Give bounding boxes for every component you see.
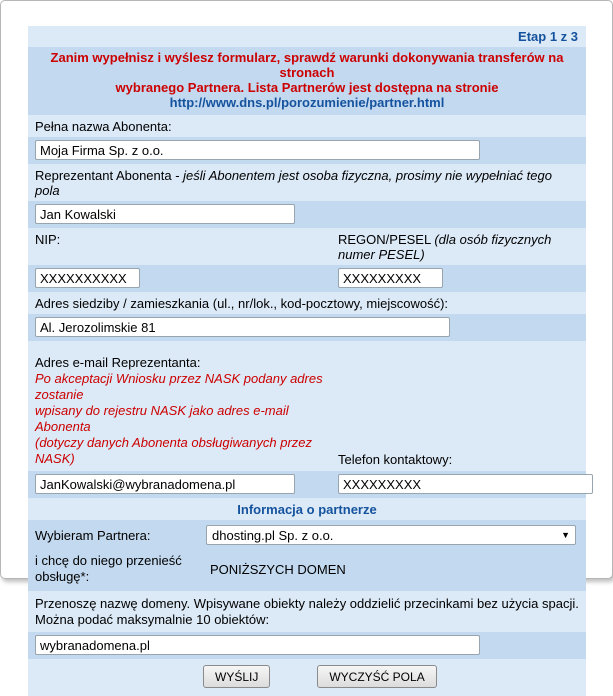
email-label: Adres e-mail Reprezentanta: [35, 355, 201, 370]
warning-text-line2: wybranego Partnera. Lista Partnerów jest dostępna na stronie [115, 80, 499, 95]
representative-row [28, 201, 586, 228]
nip-input-cell [35, 268, 338, 288]
transfer-scope-value: PONIŻSZYCH DOMEN [210, 561, 346, 577]
email-note-line2: wpisany do rejestru NASK jako adres e-mail Abonenta [35, 403, 289, 434]
regon-input[interactable] [338, 268, 443, 288]
phone-label: Telefon kontaktowy: [338, 452, 453, 467]
email-phone-inputs-row [28, 471, 586, 498]
clear-fields-button[interactable]: WYCZYŚĆ POLA [317, 665, 436, 688]
nip-regon-labels-row [28, 228, 586, 265]
representative-label-main: Reprezentant Abonenta - [35, 168, 184, 183]
email-label-block [35, 355, 338, 467]
full-name-row [28, 137, 586, 164]
email-note-line3: (dotyczy danych Abonenta obsługiwanych przez NASK) [35, 435, 313, 466]
email-input-cell [35, 474, 338, 494]
domains-row [28, 632, 586, 659]
full-name-label: Pełna nazwa Abonenta: [28, 115, 586, 137]
transfer-scope-row [28, 550, 586, 591]
email-note-line1: Po akceptacji Wniosku przez NASK podany adres zostanie [35, 371, 323, 402]
domains-input[interactable] [35, 635, 480, 655]
address-row [28, 314, 586, 341]
transfer-label [35, 553, 206, 585]
transfer-label-line1: i chcę do niego przenieść [35, 553, 182, 568]
transfer-form [28, 26, 586, 696]
phone-input-cell [338, 474, 593, 494]
transfer-label-line2: obsługę*: [35, 569, 90, 584]
warning-banner [28, 47, 586, 115]
partner-list-link[interactable]: http://www.dns.pl/porozumienie/partner.html [169, 95, 445, 110]
partner-select-value: dhosting.pl Sp. z o.o. [212, 527, 334, 543]
email-nask-note [35, 371, 338, 467]
regon-label-main: REGON/PESEL [338, 232, 435, 247]
form-actions [28, 659, 586, 696]
full-name-input[interactable] [35, 140, 480, 160]
partner-select-row [28, 520, 586, 550]
nip-input[interactable] [35, 268, 140, 288]
partner-select[interactable] [206, 525, 576, 545]
email-input[interactable] [35, 474, 295, 494]
address-label: Adres siedziby / zamieszkania (ul., nr/lok., kod-pocztowy, miejscowość): [28, 292, 586, 314]
phone-input[interactable] [338, 474, 593, 494]
chevron-down-icon: ▼ [561, 530, 570, 540]
nip-label: NIP: [35, 232, 61, 247]
regon-label [338, 232, 579, 262]
regon-input-cell [338, 268, 579, 288]
step-indicator: Etap 1 z 3 [28, 26, 586, 47]
warning-text-line1: Zanim wypełnisz i wyślesz formularz, sprawdź warunki dokonywania transferów na stronach [50, 50, 564, 80]
partner-section-title: Informacja o partnerze [28, 498, 586, 520]
domains-label: Przenoszę nazwę domeny. Wpisywane obiekty należy oddzielić przecinkami bez użycia spacji. Można podać maksymalnie 10 obiektów: [28, 591, 586, 632]
address-input[interactable] [35, 317, 450, 337]
representative-label [28, 164, 586, 201]
nip-regon-inputs-row [28, 265, 586, 292]
email-section [28, 341, 586, 471]
representative-label-note: jeśli Abonentem jest osoba fizyczna, prosimy nie wypełniać tego pola [35, 168, 552, 198]
representative-input[interactable] [35, 204, 295, 224]
send-button[interactable]: WYŚLIJ [203, 665, 270, 688]
regon-label-note: (dla osób fizycznych numer PESEL) [338, 232, 552, 262]
partner-label: Wybieram Partnera: [35, 527, 151, 543]
